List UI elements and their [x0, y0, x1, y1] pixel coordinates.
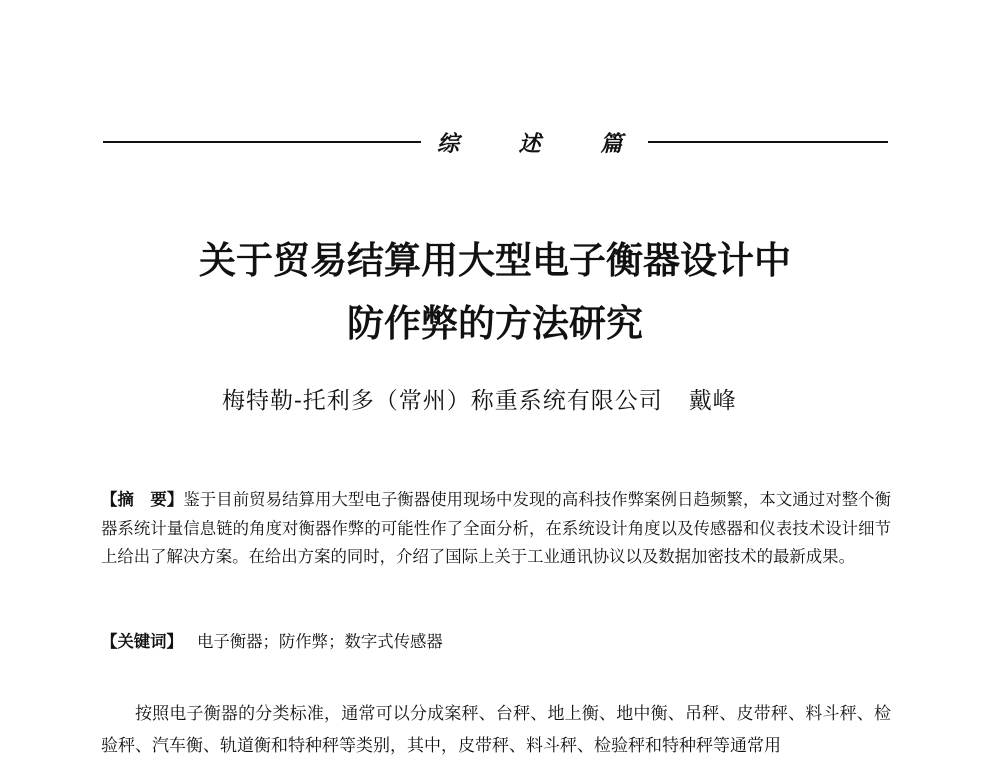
abstract-label: 【摘 要】: [101, 490, 184, 509]
keywords-text: 电子衡器；防作弊；数字式传感器: [196, 632, 443, 651]
abstract-text: 鉴于目前贸易结算用大型电子衡器使用现场中发现的高科技作弊案例日趋频繁，本文通过对整个衡器系统计量信息链的角度对衡器作弊的可能性作了全面分析，在系统设计角度以及传感器和仪表技术设计细节上给出了解决方案。在给出方案的同时，介绍了国际上关于工业通讯协议以及数据加密技术的最新成果。: [101, 490, 892, 566]
paper-title-line-1: 关于贸易结算用大型电子衡器设计中: [199, 238, 791, 282]
keywords: [101, 628, 891, 656]
section-header: [103, 127, 888, 157]
paper-title-line-2: 防作弊的方法研究: [347, 301, 643, 345]
section-label: 综 述 篇: [437, 130, 649, 157]
section-rule-left: [103, 141, 421, 143]
section-rule-right: [648, 141, 888, 143]
byline: [222, 382, 737, 415]
body-paragraph: 按照电子衡器的分类标准，通常可以分成案秤、台秤、地上衡、地中衡、吊秤、皮带秤、料斗秤、检验秤、汽车衡、轨道衡和特种秤等类别，其中，皮带秤、料斗秤、检验秤和特种秤等通常用: [101, 704, 891, 756]
keywords-label: 【关键词】: [101, 632, 183, 651]
affiliation: 梅特勒-托利多（常州）称重系统有限公司: [222, 388, 663, 414]
author-name: 戴峰: [688, 388, 737, 414]
abstract: [101, 486, 891, 572]
